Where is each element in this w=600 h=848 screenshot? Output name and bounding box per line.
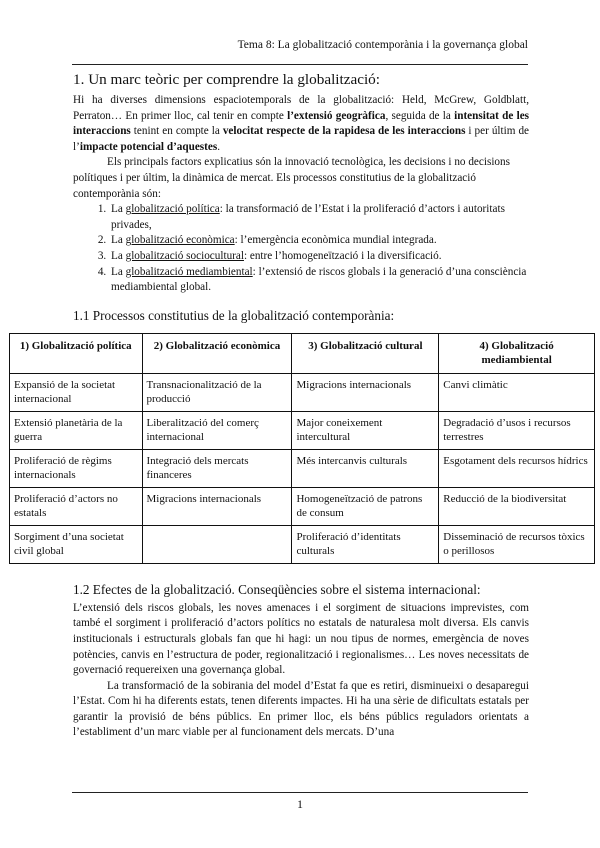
list-term: globalització sociocultural	[125, 249, 244, 262]
header-rule	[72, 64, 528, 65]
running-header: Tema 8: La globalització contemporània i la governança global	[237, 39, 528, 51]
table-cell: Liberalització del comerç internacional	[142, 411, 292, 449]
section-1-2-paragraph-1: L’extensió dels riscos globals, les noves amenaces i el sorgiment de situacions imprevistes, com també el sorgiment i proliferació d’actors polítics no estatals de naturalesa molt diversa. Els canvis institucionals i estructurals globals fan que hi hagi: un nou tipus de normes, emergència de noves potències, canvis en l’estructura de poder, regionalització i regionalismes… Les noves necessitats de governació requereixen una governança global.	[73, 601, 529, 677]
table-cell: Proliferació de règims internacionals	[10, 449, 143, 487]
list-text: : entre l’homogeneïtzació i la diversificació.	[243, 249, 442, 262]
table-cell: Migracions internacionals	[142, 487, 292, 525]
table-header-economic: 2) Globalització econòmica	[142, 333, 292, 373]
table-cell: Transnacionalització de la producció	[142, 373, 292, 411]
table-row	[10, 487, 595, 525]
table-cell: Sorgiment d’una societat civil global	[10, 525, 143, 563]
table-cell: Homogeneïtzació de patrons de consum	[292, 487, 439, 525]
table-row	[10, 449, 595, 487]
section-1-2-paragraph-2: La transformació de la sobirania del model d’Estat fa que es retiri, disminueixi o desaparegui l’Estat. Com hi ha diferents estats, tenen diferents impactes. Hi ha una sèrie de dificultats estatals per garantir la provisió de béns públics. En primer lloc, els béns públics reguladors orientats a l’establiment d’un marc viable per al funcionament dels mercats. D’una	[73, 679, 529, 739]
p1-bold-impact: impacte potencial d’aquestes	[79, 140, 218, 153]
table-cell: Proliferació d’actors no estatals	[10, 487, 143, 525]
p1-text-3: tenint en compte la	[130, 125, 223, 138]
table-cell: Disseminació de recursos tòxics o perillosos	[439, 525, 595, 563]
table-cell	[142, 525, 292, 563]
section-1-2-heading: 1.2 Efectes de la globalització. Conseqüències sobre el sistema internacional:	[73, 581, 481, 597]
list-prefix: La	[111, 234, 126, 247]
table-cell: Canvi climàtic	[439, 373, 595, 411]
table-cell: Esgotament dels recursos hídrics	[439, 449, 595, 487]
list-prefix: La	[111, 265, 126, 278]
table-cell: Integració dels mercats financeres	[142, 449, 292, 487]
p1-bold-velocity: velocitat respecte de la rapidesa de les interaccions	[222, 125, 466, 138]
table-cell: Proliferació d’identitats culturals	[292, 525, 439, 563]
list-text: : l’extensió de riscos globals i la generació d’una consciència mediambiental global.	[111, 265, 527, 294]
table-header-cultural: 3) Globalització cultural	[292, 333, 439, 373]
footer-rule	[72, 792, 528, 793]
p1-bold-intensity: intensitat de les interaccions	[73, 109, 530, 138]
table-cell: Reducció de la biodiversitat	[439, 487, 595, 525]
table-row	[10, 373, 595, 411]
constitutive-processes-list	[73, 202, 529, 296]
list-item	[109, 265, 529, 296]
processes-table	[9, 333, 595, 564]
table-header-political: 1) Globalització política	[10, 333, 143, 373]
list-term: globalització política	[125, 203, 220, 216]
section-1-paragraph-2: Els principals factors explicatius són la innovació tecnològica, les decisions i no decisions polítiques i per últim, la dinàmica de mercat. Els processos constitutius de la globalització contemporània són:	[73, 156, 510, 200]
table-cell: Migracions internacionals	[292, 373, 439, 411]
section-1-paragraph-1	[73, 93, 529, 155]
list-prefix: La	[111, 203, 126, 216]
document-body	[14, 70, 588, 741]
table-cell: Més intercanvis culturals	[292, 449, 439, 487]
table-row	[10, 411, 595, 449]
p1-text-1: Hi ha diverses dimensions espaciotemporals de la globalització: Held, McGrew, Goldblatt, Perraton… En primer lloc, cal tenir en compte	[73, 94, 529, 122]
table-cell: Expansió de la societat internacional	[10, 373, 143, 411]
list-term: globalització mediambiental	[125, 265, 253, 278]
page-number: 1	[297, 797, 303, 811]
table-cell: Extensió planetària de la guerra	[10, 411, 143, 449]
table-cell: Degradació d’usos i recursos terrestres	[439, 411, 595, 449]
p1-text-4: i per últim de l’	[73, 125, 529, 153]
list-item	[109, 233, 529, 249]
list-text: : l’emergència econòmica mundial integrada.	[234, 234, 437, 247]
section-1-1-heading: 1.1 Processos constitutius de la globalització contemporània:	[73, 307, 395, 323]
list-term: globalització econòmica	[125, 234, 235, 247]
section-1-heading: 1. Un marc teòric per comprendre la globalització:	[73, 71, 380, 88]
p1-text-2: , seguida de la	[385, 109, 455, 122]
p1-bold-geographic-extension: l’extensió geogràfica	[287, 109, 386, 122]
table-cell: Major coneixement intercultural	[292, 411, 439, 449]
table-header-row	[10, 333, 595, 373]
list-item	[109, 202, 529, 233]
table-row	[10, 525, 595, 563]
list-prefix: La	[111, 249, 126, 262]
list-item	[109, 249, 529, 265]
list-text: : la transformació de l’Estat i la proliferació d’actors i autoritats privades,	[111, 203, 505, 231]
table-header-environmental: 4) Globalització mediambiental	[439, 333, 595, 373]
p1-text-5: .	[217, 140, 220, 153]
